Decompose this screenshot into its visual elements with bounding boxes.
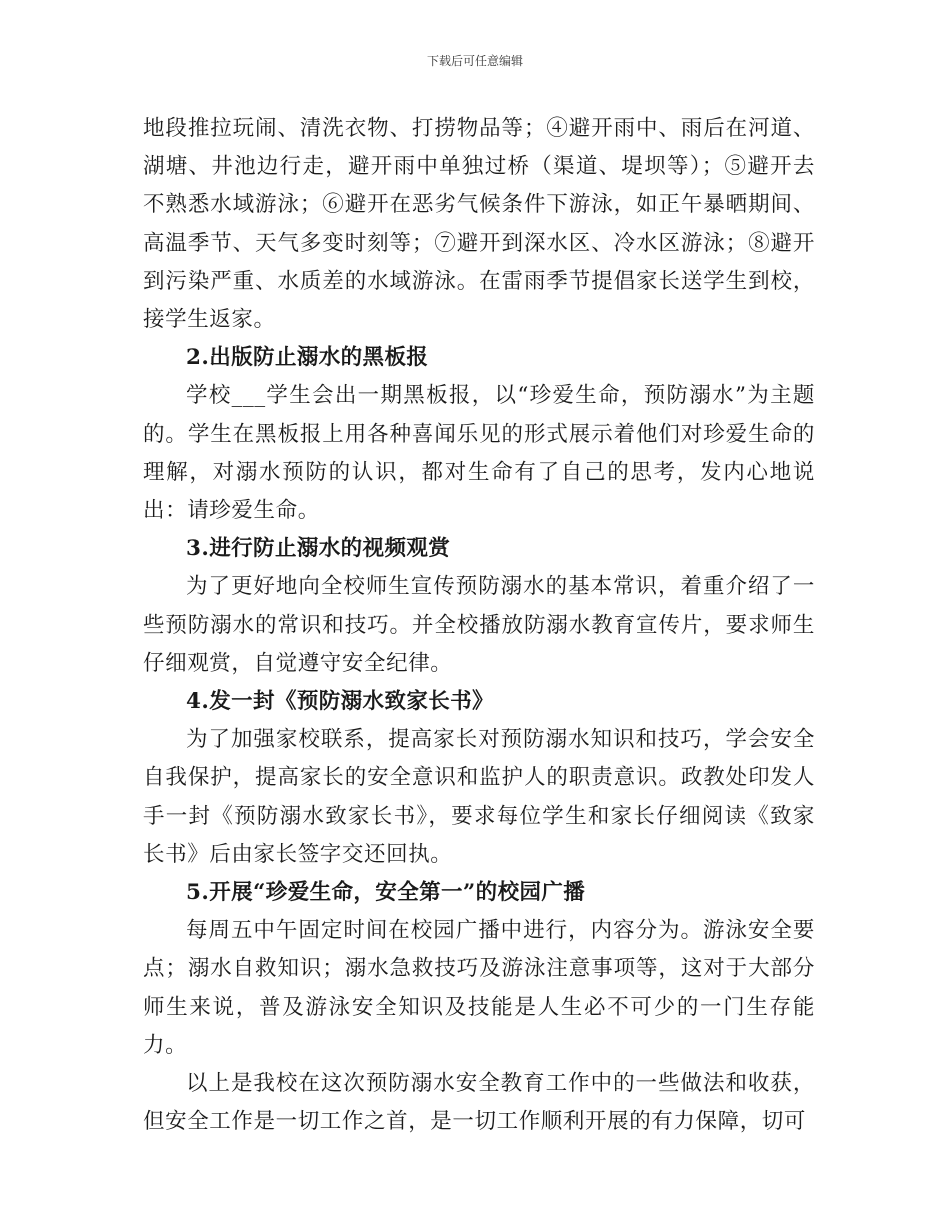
heading-letter: 4.发一封《预防溺水致家长书》 xyxy=(186,689,494,715)
paragraph-blackboard: 学校___学生会出一期黑板报，以“珍爱生命，预防溺水”为主题的。学生在黑板报上用各种喜闻乐见的形式展示着他们对珍爱生命的理解，对溺水预防的认识，都对生命有了自己的思考，发内心地说出：请珍爱生命。 xyxy=(143,383,815,524)
document-body xyxy=(143,110,815,1141)
paragraph-broadcast: 每周五中午固定时间在校园广播中进行，内容分为。游泳安全要点；溺水自救知识；溺水急救技巧及游泳注意事项等，这对于大部分师生来说，普及游泳安全知识及技能是人生必不可少的一门生存能力。 xyxy=(143,918,815,1058)
heading-broadcast: 5.开展“珍爱生命，安全第一”的校园广播 xyxy=(186,880,586,906)
paragraph-safety-rules: 地段推拉玩闹、清洗衣物、打捞物品等；④避开雨中、雨后在河道、湖塘、井池边行走，避开雨中单独过桥（渠道、堤坝等）；⑤避开去不熟悉水域游泳；⑥避开在恶劣气候条件下游泳，如正午暴晒期间、高温季节、天气多变时刻等；⑦避开到深水区、冷水区游泳；⑧避开到污染严重、水质差的水域游泳。在雷雨季节提倡家长送学生到校，接学生返家。 xyxy=(143,116,815,333)
paragraph-summary: 以上是我校在这次预防溺水安全教育工作中的一些做法和收获，但安全工作是一切工作之首，是一切工作顺利开展的有力保障，切可 xyxy=(143,1071,815,1135)
heading-blackboard: 2.出版防止溺水的黑板报 xyxy=(186,345,429,371)
heading-video: 3.进行防止溺水的视频观赏 xyxy=(186,536,451,562)
paragraph-letter: 为了加强家校联系，提高家长对预防溺水知识和技巧，学会安全自我保护，提高家长的安全意识和监护人的职责意识。政教处印发人手一封《预防溺水致家长书》，要求每位学生和家长仔细阅读《致家长书》后由家长签字交还回执。 xyxy=(143,727,815,867)
page-header: 下载后可任意编辑 xyxy=(426,54,523,68)
paragraph-video: 为了更好地向全校师生宣传预防溺水的基本常识，着重介绍了一些预防溺水的常识和技巧。并全校播放防溺水教育宣传片，要求师生仔细观赏，自觉遵守安全纪律。 xyxy=(143,574,815,676)
